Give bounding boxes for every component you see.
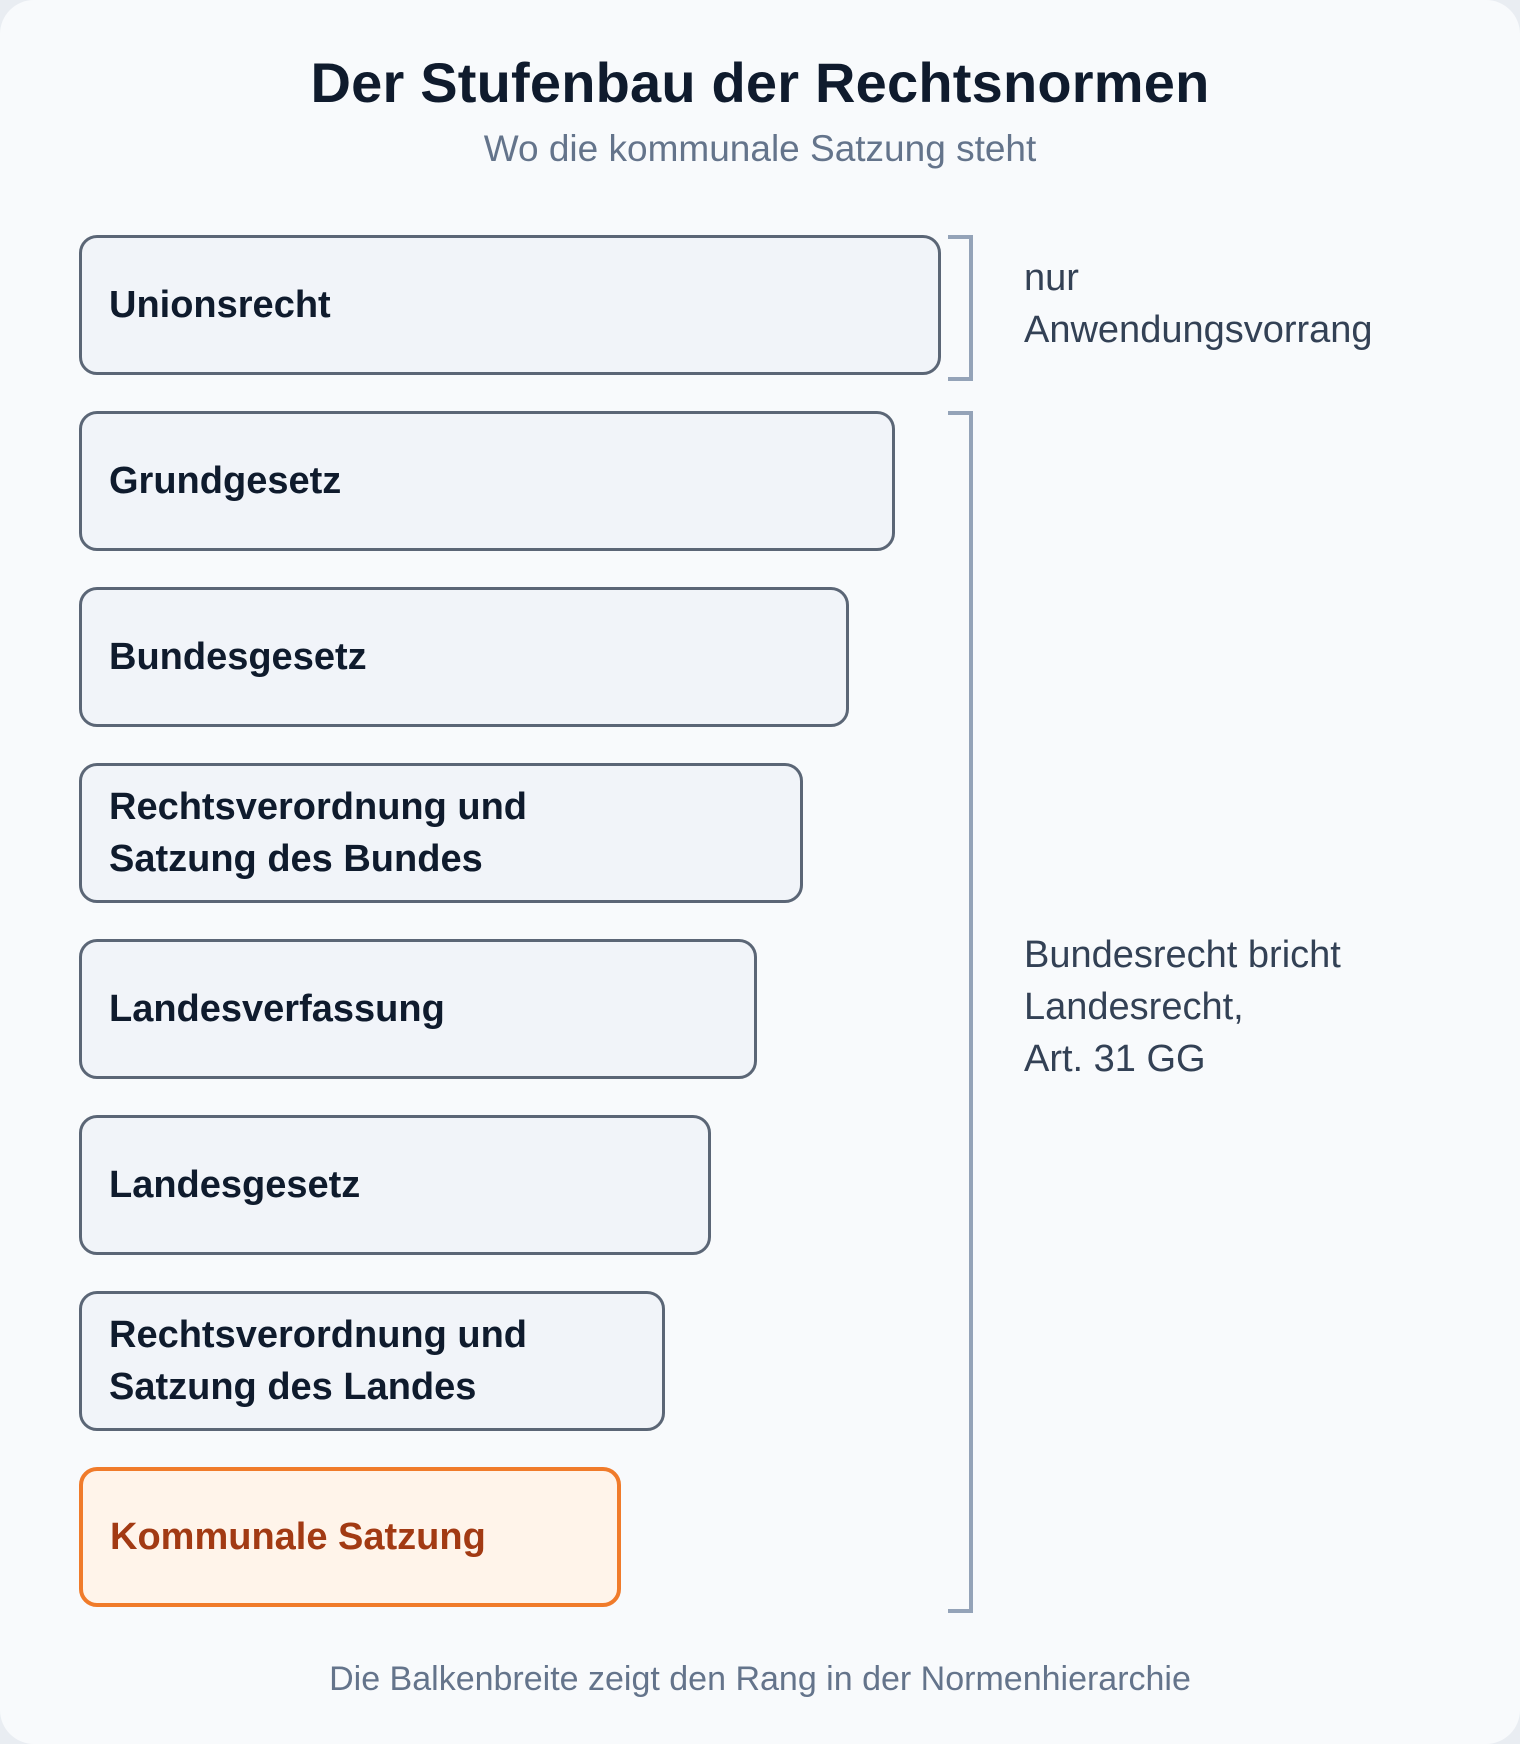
level-bar-grundgesetz bbox=[79, 411, 895, 551]
page-title: Der Stufenbau der Rechtsnormen bbox=[310, 51, 1210, 114]
level-label: Landesgesetz bbox=[109, 1164, 361, 1206]
level-label: Kommunale Satzung bbox=[110, 1516, 486, 1558]
footer-caption: Die Balkenbreite zeigt den Rang in der Normenhierarchie bbox=[329, 1660, 1191, 1698]
level-bar-rechtsverordnung-land bbox=[79, 1291, 665, 1431]
level-bar-rechtsverordnung-bund bbox=[79, 763, 803, 903]
level-bar-landesverfassung bbox=[79, 939, 757, 1079]
bracket-national bbox=[948, 411, 973, 1613]
page-subtitle: Wo die kommunale Satzung steht bbox=[483, 128, 1037, 169]
level-bar-landesgesetz bbox=[79, 1115, 711, 1255]
bracket-union bbox=[948, 235, 973, 381]
level-label: Rechtsverordnung und Satzung des Landes bbox=[109, 1314, 528, 1408]
annotation-union: nur Anwendungsvorrang bbox=[1024, 257, 1373, 351]
level-label: Unionsrecht bbox=[109, 284, 331, 326]
level-bar-bundesgesetz bbox=[79, 587, 849, 727]
level-bar-unionsrecht bbox=[79, 235, 941, 375]
level-label: Grundgesetz bbox=[109, 460, 342, 502]
level-label: Bundesgesetz bbox=[109, 636, 367, 678]
level-label: Landesverfassung bbox=[109, 988, 445, 1030]
level-label: Rechtsverordnung und Satzung des Bundes bbox=[109, 786, 528, 880]
annotation-national: Bundesrecht bricht Landesrecht, Art. 31 GG bbox=[1024, 934, 1341, 1080]
level-bar-kommunale-satzung bbox=[79, 1467, 621, 1607]
